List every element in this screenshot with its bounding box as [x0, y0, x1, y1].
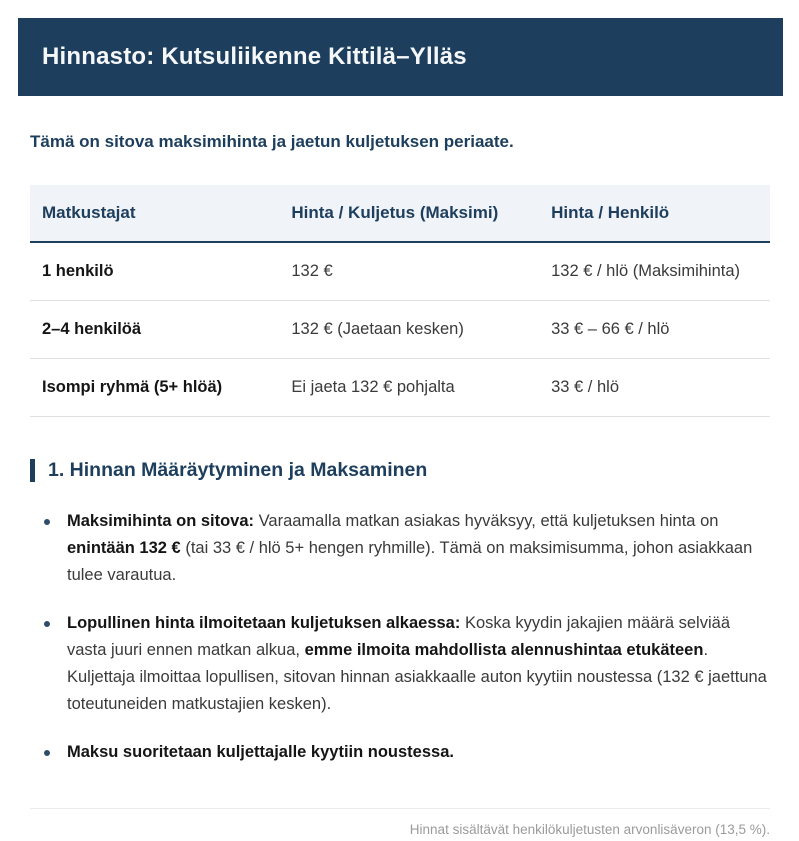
column-header: Hinta / Henkilö — [539, 185, 770, 242]
column-header: Matkustajat — [30, 185, 279, 242]
pricing-table-header — [30, 185, 770, 242]
pricing-table — [30, 185, 770, 417]
bullet-text: . Kuljettaja ilmoittaa lopullisen, sitovan hinnan asiakkaalle auton kyytiin noustessa (132 € jaettuna toteutuneiden matkustajien kesken). — [67, 641, 767, 714]
bullet-text: Varaamalla matkan asiakas hyväksyy, että kuljetuksen hinta on — [254, 512, 719, 530]
row-label: Isompi ryhmä (5+ hlöä) — [30, 359, 279, 417]
row-value: 132 € — [279, 242, 539, 301]
section-heading-text: 1. Hinnan Määräytyminen ja Maksaminen — [48, 459, 428, 481]
page-header-band — [18, 18, 783, 96]
table-row — [30, 242, 770, 301]
row-value: 33 € / hlö — [539, 359, 770, 417]
row-label: 1 henkilö — [30, 242, 279, 301]
row-value: 132 € / hlö (Maksimihinta) — [539, 242, 770, 301]
intro-statement: Tämä on sitova maksimihinta ja jaetun kuljetuksen periaate. — [30, 132, 514, 151]
list-item — [44, 610, 770, 718]
pricing-table-body — [30, 242, 770, 417]
bullet-text: Koska kyydin jakajien määrä selviää vasta juuri ennen matkan alkua, — [67, 614, 730, 660]
bullet-text-bold: emme ilmoita mahdollista alennushintaa etukäteen — [304, 641, 704, 660]
bullet-text-bold: Lopullinen hinta ilmoitetaan kuljetuksen alkaessa: — [67, 614, 461, 633]
row-value: 33 € – 66 € / hlö — [539, 301, 770, 359]
bullet-text-bold: Maksu suoritetaan kuljettajalle kyytiin noustessa. — [67, 743, 454, 762]
main-content — [30, 132, 770, 837]
pricing-rules-list — [30, 508, 770, 766]
page-title: Hinnasto: Kutsuliikenne Kittilä–Ylläs — [42, 43, 467, 70]
row-value: 132 € (Jaetaan kesken) — [279, 301, 539, 359]
row-label: 2–4 henkilöä — [30, 301, 279, 359]
section-heading — [30, 459, 770, 482]
list-item — [44, 508, 770, 589]
vat-note: Hinnat sisältävät henkilökuljetusten arvonlisäveron (13,5 %). — [409, 822, 770, 838]
column-header: Hinta / Kuljetus (Maksimi) — [279, 185, 539, 242]
table-row — [30, 359, 770, 417]
row-value: Ei jaeta 132 € pohjalta — [279, 359, 539, 417]
bullet-text-bold: enintään 132 € — [67, 539, 181, 558]
list-item — [44, 739, 770, 766]
bullet-text-bold: Maksimihinta on sitova: — [67, 512, 255, 530]
bullet-text: (tai 33 € / hlö 5+ hengen ryhmille). Tämä on maksimisumma, johon asiakkaan tulee varautua. — [67, 539, 753, 585]
footer-divider — [30, 808, 770, 809]
header-row — [30, 185, 770, 242]
table-row — [30, 301, 770, 359]
